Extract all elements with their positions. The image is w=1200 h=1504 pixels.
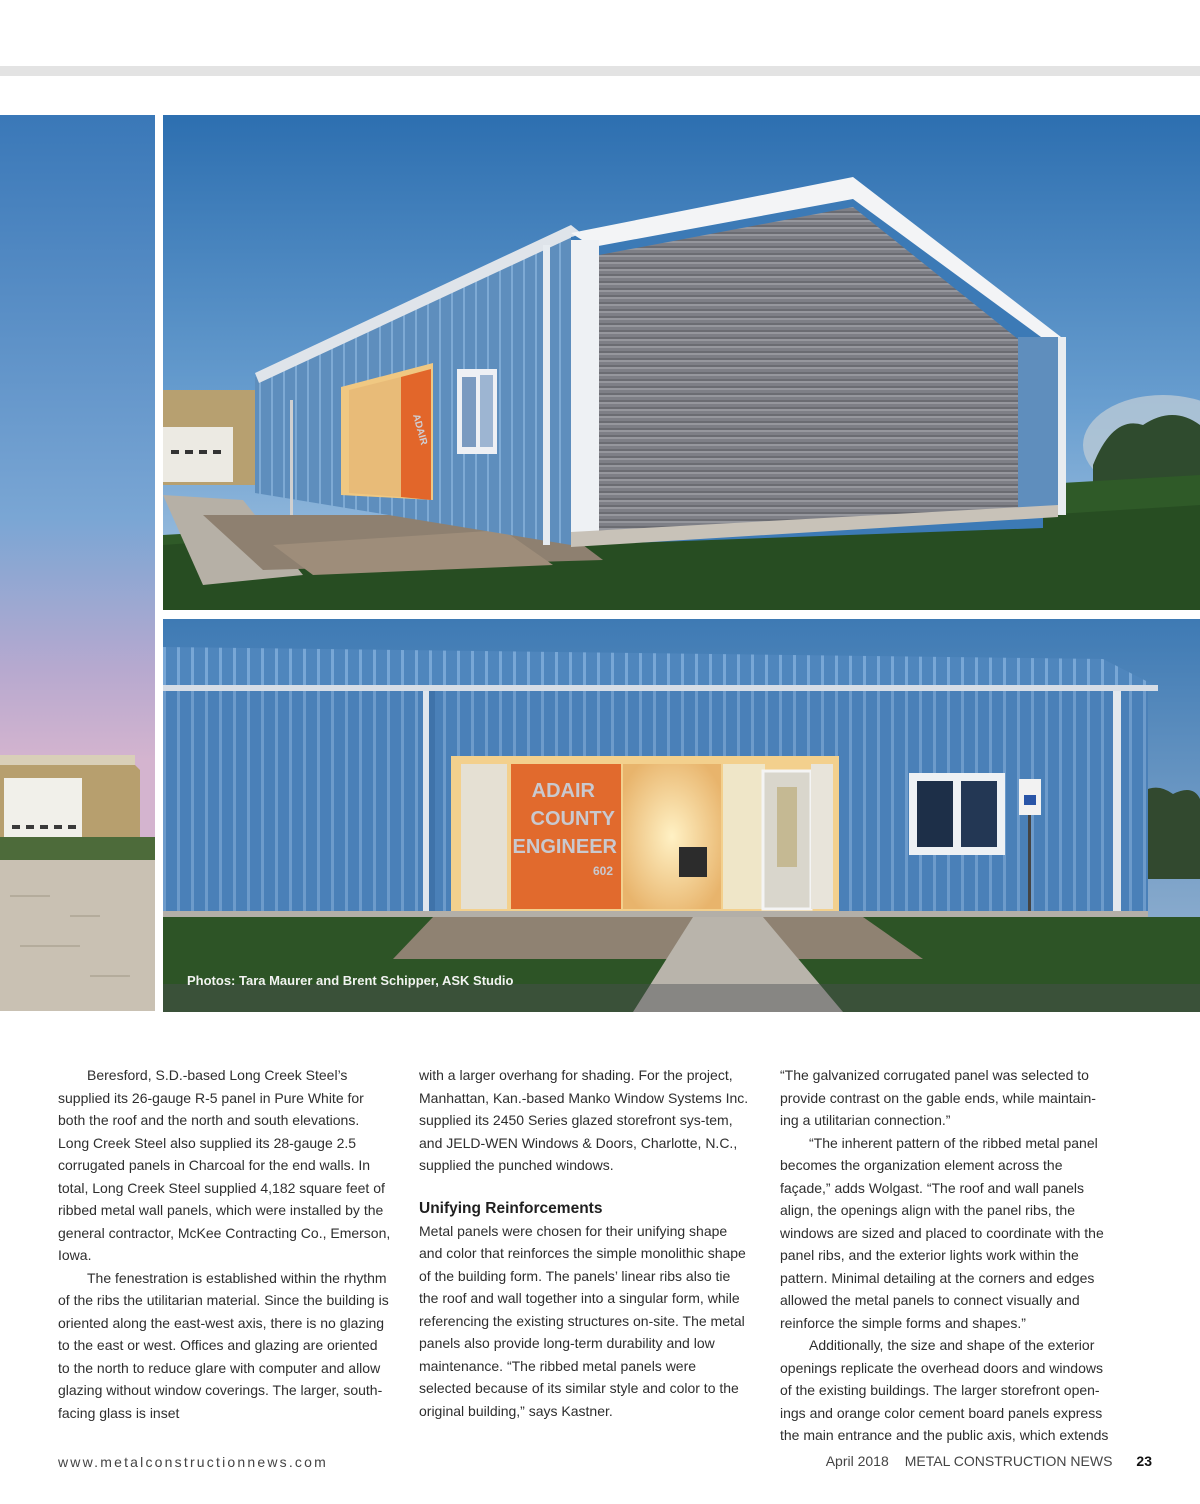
paragraph: The fenestration is established within the rhythm of the ribs the utilitarian material. Since the building is oriented along the east-west axis, there is no glazing to the east or west. Offices and glazing are oriented to the north to reduce glare with computer and allow glazing without window coverings. The larger, south-facing glass is inset: [58, 1269, 389, 1421]
footer-website: www.metalconstructionnews.com: [58, 1454, 328, 1470]
paragraph: “The galvanized corrugated panel was selected to provide contrast on the gable ends, while maintain-ing a utilitarian connection.”: [780, 1067, 1096, 1128]
article-column-3: [780, 1064, 1113, 1447]
photo-left-strip: [0, 115, 155, 1011]
page-number: 23: [1136, 1453, 1152, 1469]
paragraph: with a larger overhang for shading. For the project, Manhattan, Kan.-based Manko Window Systems Inc. supplied its 2450 Series glazed storefront sys-tem, and JELD-WEN Windows & Doors, Charlotte, N.C., supplied the punched windows.: [419, 1067, 749, 1173]
paragraph: Additionally, the size and shape of the exterior openings replicate the overhead doors and windows of the existing buildings. The larger storefront open-ings and orange color cement board panels express the main entrance and the public axis, which extends: [780, 1337, 1109, 1443]
header-rule: [0, 66, 1200, 76]
footer-date: April 2018: [825, 1453, 889, 1469]
paragraph: “The inherent pattern of the ribbed metal panel becomes the organization element across the façade,” adds Wolgast. “The roof and wall panels align, the openings align with the panel ribs, the windows are sized and placed to coordinate with the panel ribs, and the exterior lights work within the pattern. Minimal detailing at the corners and edges allowed the metal panels to connect visually and reinforce the simple forms and shapes.”: [780, 1134, 1104, 1331]
photo-building-entrance: [163, 619, 1200, 1012]
sign-line-engineer: ENGINEER: [512, 836, 617, 858]
paragraph: Metal panels were chosen for their unifying shape and color that reinforces the simple monolithic shape of the building form. The panels’ linear ribs also tie the roof and wall together into a singular form, while referencing the existing structures on-site. The metal panels also provide long-term durability and low maintenance. “The ribbed metal panels were selected because of its similar style and color to the original building,” says Kastner.: [419, 1222, 746, 1419]
paragraph: Beresford, S.D.-based Long Creek Steel’s supplied its 26-gauge R-5 panel in Pure White for both the roof and the north and south elevations. Long Creek Steel also supplied its 28-gauge 2.5 corrugated panels in Charcoal for the end walls. In total, Long Creek Steel supplied 4,182 square feet of ribbed metal wall panels, which were installed by the general contractor, McKee Contracting Co., Emerson, Iowa.: [58, 1067, 391, 1263]
photo-credit: Photos: Tara Maurer and Brent Schipper, ASK Studio: [187, 973, 514, 988]
sign-street-number: 602: [592, 864, 613, 878]
section-heading: Unifying Reinforcements: [419, 1199, 603, 1217]
sign-text-small: ADAIR: [410, 412, 429, 447]
article-column-2: [419, 1064, 752, 1422]
footer-publication: METAL CONSTRUCTION NEWS: [904, 1453, 1113, 1469]
sign-line-county: COUNTY: [530, 808, 615, 830]
sign-line-adair: ADAIR: [531, 780, 595, 802]
article-column-1: [58, 1064, 391, 1424]
footer-folio: [826, 1453, 1152, 1469]
photo-building-gable: [163, 115, 1200, 610]
